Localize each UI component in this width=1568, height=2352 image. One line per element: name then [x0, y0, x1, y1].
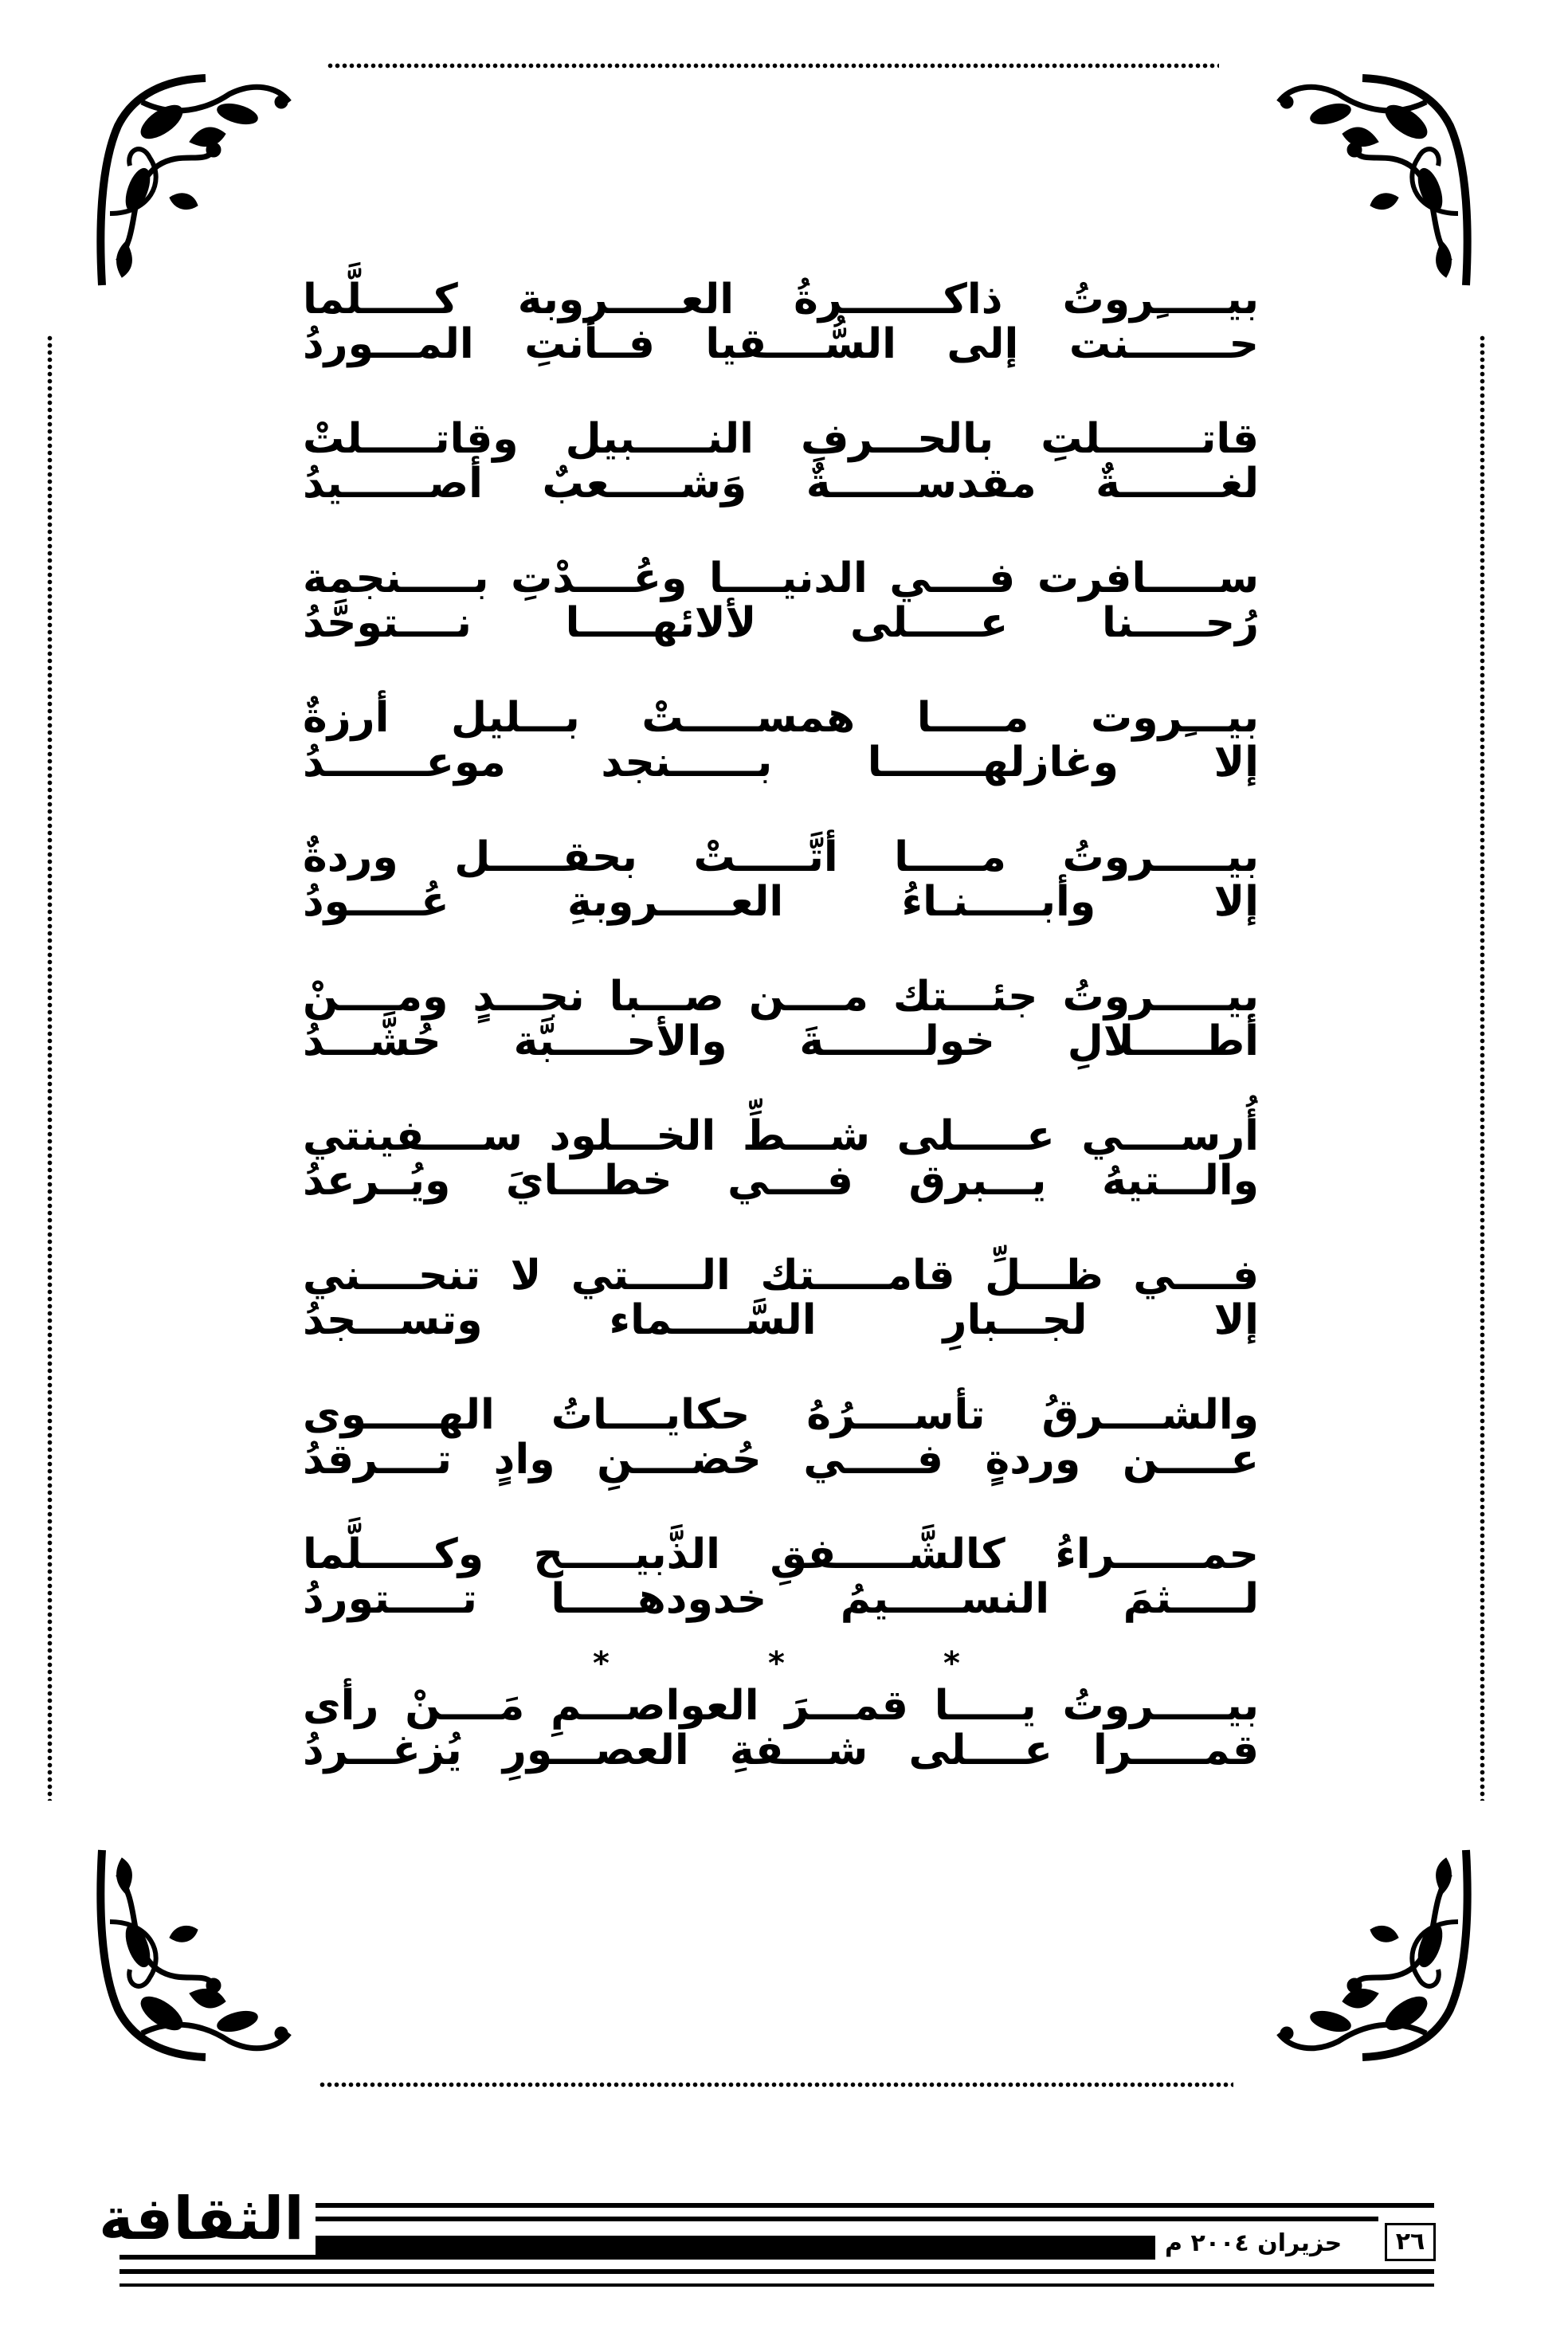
- corner-ornament-bottom-left: [94, 1842, 293, 2065]
- poem-stanza: [303, 1532, 1259, 1621]
- poem-stanza: [303, 1114, 1259, 1203]
- poem-verse: والشــــرقُ تأســــرُهُ حكايــــاتُ الهـــــوى: [303, 1391, 1259, 1439]
- corner-ornament-bottom-right: [1275, 1842, 1474, 2065]
- poem-verse: أطـــــلالِ خولـــــــةَ والأحـــــبَّة حُشَّـــدُ: [303, 1017, 1259, 1065]
- poem-verse: حمــــــراءُ كالشَّـــــفقِ الذَّبيـــــح وكـــــلَّما: [303, 1531, 1259, 1578]
- poem-verse: بيـــِروت مـــــا همســـــتْ بـــليل أرزةٌ: [303, 694, 1259, 742]
- poem-stanza: [303, 417, 1259, 506]
- poem-stanza: [303, 556, 1259, 645]
- left-dotted-border: [46, 335, 57, 1801]
- poem-stanza: [303, 974, 1259, 1064]
- right-dotted-border: [1479, 335, 1490, 1801]
- poem-verse: رُحـــــنا عـــــلى لألائهـــــا نــــتوحَّدُ: [303, 599, 1259, 647]
- bottom-dotted-border: [319, 2081, 1233, 2092]
- section-separator: [303, 1645, 1259, 1682]
- poem-verse: أُرســــي عـــــلى شـــطِّ الخـــلود ســــفينتي: [303, 1112, 1259, 1160]
- poem-stanza: [303, 1684, 1259, 1773]
- corner-ornament-top-left: [94, 70, 293, 293]
- poem-verse: ســـــافرت فــــي الدنيــــا وعُــــدْتِ بـــــنجمة: [303, 555, 1259, 602]
- separator-star: *: [593, 1645, 610, 1682]
- poem-verse: حـــــــنت إلى السُّــــقيا فــأنتِ المـــوردُ: [303, 320, 1259, 368]
- magazine-logo: الثقافة: [88, 2183, 316, 2255]
- poem-verse: إلا وأبـــــنـاءُ العـــــروبةِ عُـــــودُ: [303, 878, 1259, 926]
- poem-verse: والـــتيهُ يـــبرق فــــي خطـــايَ ويُــرعدُ: [303, 1157, 1259, 1205]
- poem-verse: إلا وغازلهـــــــا بــــــنجد موعـــــــدُ: [303, 739, 1259, 786]
- poem-stanza: [303, 696, 1259, 785]
- poem-verse: بيـــــروتُ يـــــا قمـــرَ العواصـــمِ مَــــنْ رأى: [303, 1682, 1259, 1730]
- poem-verse: بيـــــروتُ مـــــا أتَّـــــتْ بحقـــــل وردةٌ: [303, 833, 1259, 881]
- poem-verse: بيـــــروتُ جئـــتك مــــن صـــبا نجـــدٍ ومــــنْ: [303, 973, 1259, 1021]
- poem-verse: بيـــــِروتُ ذاكـــــــرةُ العـــــروبة كـــــلَّما: [303, 276, 1259, 323]
- footer-rule: [120, 2203, 1434, 2208]
- separator-star: *: [943, 1645, 960, 1682]
- footer-rule: [120, 2269, 1434, 2274]
- separator-star: *: [768, 1645, 785, 1682]
- poem-stanza: [303, 277, 1259, 367]
- page-number: ٢٦: [1385, 2223, 1436, 2261]
- poem-stanza: [303, 1253, 1259, 1343]
- poem-verse: قمـــــرا عــــلى شـــفةِ العصـــورِ يُزغـــردُ: [303, 1727, 1259, 1774]
- corner-ornament-top-right: [1275, 70, 1474, 293]
- footer-rule: [120, 2283, 1434, 2287]
- poem-stanza: [303, 835, 1259, 924]
- poem-verse: لـــــثمَ النســـــيمُ خدودهـــــا تـــــتوردُ: [303, 1575, 1259, 1623]
- poem-verse: لغـــــــةٌ مقدســــــةٌ وَشـــــعبٌ أصــــــيدُ: [303, 460, 1259, 508]
- poem-stanza: [303, 1393, 1259, 1482]
- poem: [303, 277, 1259, 1823]
- issue-date: حزيران ٢٠٠٤ م: [1155, 2228, 1351, 2260]
- poem-verse: عـــــن وردةٍ فـــــي حُضــــنِ وادٍ تــــرقدُ: [303, 1436, 1259, 1484]
- poem-verse: قاتـــــــلتِ بالحـــرفِ النـــــبيل وقاتـــــلتْ: [303, 415, 1259, 463]
- top-dotted-border: [327, 62, 1219, 73]
- poem-verse: إلا لجـــبارِ السَّـــــماء وتســـجدُ: [303, 1296, 1259, 1344]
- poem-verse: فــــي ظـــلِّ قامـــــتك الـــــتي لا تنحــــني: [303, 1252, 1259, 1299]
